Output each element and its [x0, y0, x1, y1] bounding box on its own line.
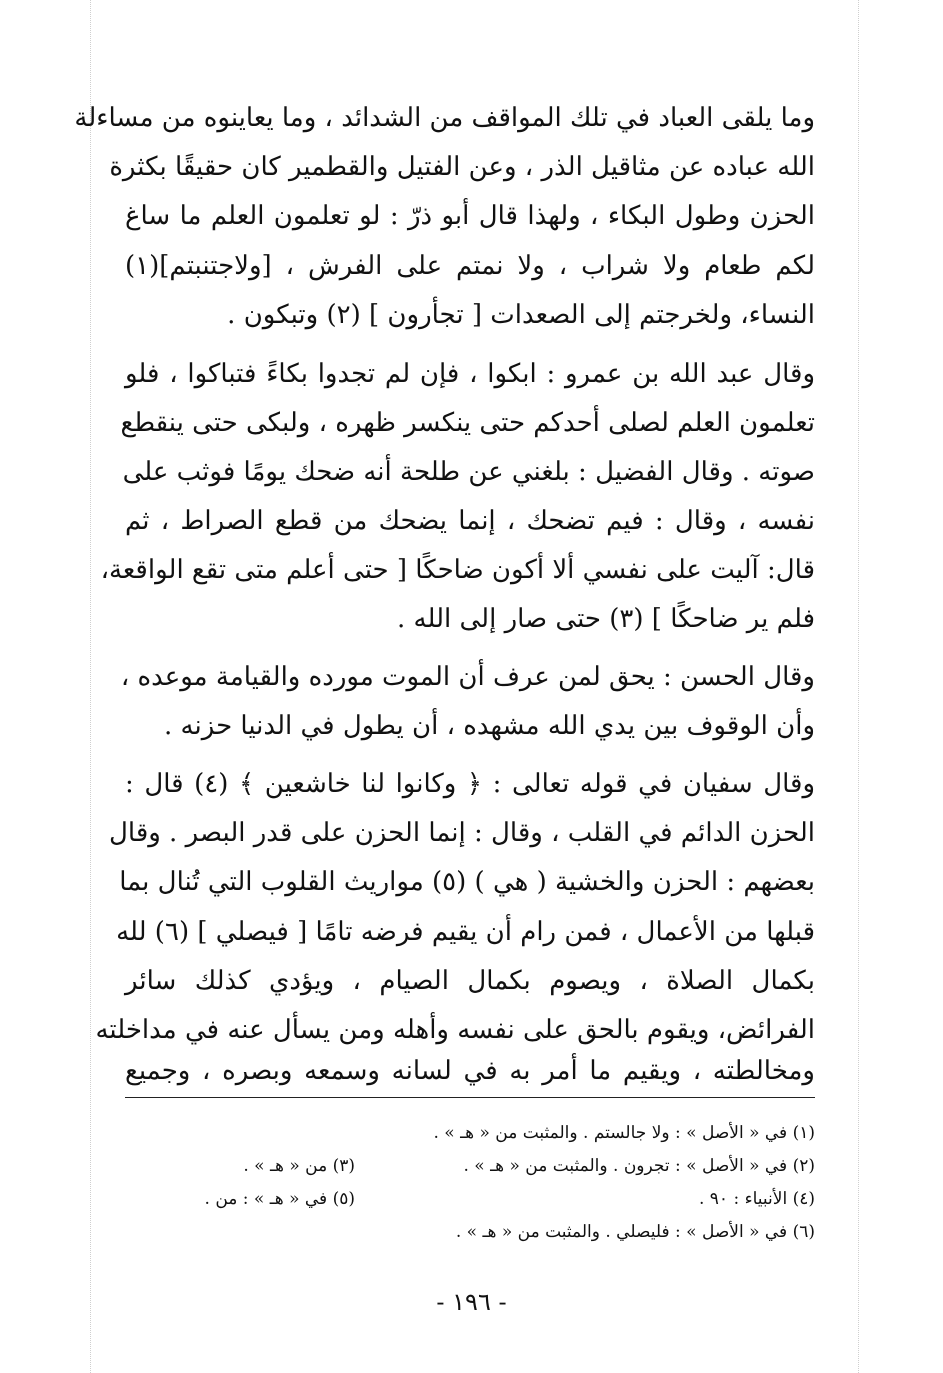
page-edge-right: [858, 0, 859, 1373]
body-line: نفسه ، وقال : فيم تضحك ، إنما يضحك من قطع الصراط ، ثم: [125, 506, 815, 536]
body-line: الفرائض، ويقوم بالحق على نفسه وأهله ومن يسأل عنه في مداخلته: [95, 1015, 815, 1045]
footnote-4: (٤) الأنبياء : ٩٠ .: [698, 1189, 815, 1209]
footnote-6: (٦) في « الأصل » : فليصلي . والمثبت من « هـ » .: [455, 1222, 815, 1242]
body-line: صوته . وقال الفضيل : بلغني عن طلحة أنه ضحك يومًا فوثب على: [122, 457, 815, 487]
body-line: النساء، ولخرجتم إلى الصعدات [ تجأرون ] (٢) وتبكون .: [227, 300, 815, 330]
body-line: الحزن الدائم في القلب ، وقال : إنما الحزن على قدر البصر . وقال: [109, 818, 815, 848]
body-line: قبلها من الأعمال ، فمن رام أن يقيم فرضه تامًا [ فيصلي ] (٦) لله: [116, 917, 815, 947]
body-line: تعلمون العلم لصلى أحدكم حتى ينكسر ظهره ، ولبكى حتى ينقطع: [120, 408, 815, 438]
page-number: - ١٩٦ -: [436, 1288, 507, 1316]
footnote-separator: [125, 1097, 815, 1098]
body-line: لكم طعام ولا شراب ، ولا نمتم على الفرش ، [ولاجتنبتم](١): [125, 251, 815, 281]
body-line: وأن الوقوف بين يدي الله مشهده ، أن يطول في الدنيا حزنه .: [164, 711, 815, 741]
body-line: قال: آليت على نفسي ألا أكون ضاحكًا [ حتى أعلم متى تقع الواقعة،: [100, 555, 815, 585]
body-line: وقال الحسن : يحق لمن عرف أن الموت مورده والقيامة موعده ،: [120, 662, 815, 692]
footnote-2: (٢) في « الأصل » : تجرون . والمثبت من « هـ » .: [463, 1156, 815, 1176]
footnote-5: (٥) في « هـ » : من .: [204, 1189, 355, 1209]
page-edge-left: [90, 0, 91, 1373]
body-line: وقال عبد الله بن عمرو : ابكوا ، فإن لم تجدوا بكاءً فتباكوا ، فلو: [125, 359, 815, 389]
footnote-1: (١) في « الأصل » : ولا جالستم . والمثبت من « هـ » .: [433, 1123, 815, 1143]
body-line: الحزن وطول البكاء ، ولهذا قال أبو ذرّ : لو تعلمون العلم ما ساغ: [125, 201, 815, 231]
body-line: بكمال الصلاة ، ويصوم بكمال الصيام ، ويؤدي كذلك سائر: [125, 966, 815, 996]
footnote-3: (٣) من « هـ » .: [243, 1156, 355, 1176]
body-line: وما يلقى العباد في تلك المواقف من الشدائد ، وما يعاينوه من مساءلة: [74, 103, 815, 133]
body-line: وقال سفيان في قوله تعالى : ﴿ وكانوا لنا خاشعين ﴾ (٤) قال :: [125, 769, 816, 799]
body-line: بعضهم : الحزن والخشية ( هي ) (٥) مواريث القلوب التي تُنال بما: [119, 867, 815, 897]
body-line: فلم ير ضاحكًا ] (٣) حتى صار إلى الله .: [397, 604, 815, 634]
body-line: ومخالطته ، ويقيم ما أمر به في لسانه وسمعه وبصره ، وجميع: [125, 1056, 815, 1086]
body-line: الله عباده عن مثاقيل الذر ، وعن الفتيل والقطمير كان حقيقًا بكثرة: [109, 152, 815, 182]
